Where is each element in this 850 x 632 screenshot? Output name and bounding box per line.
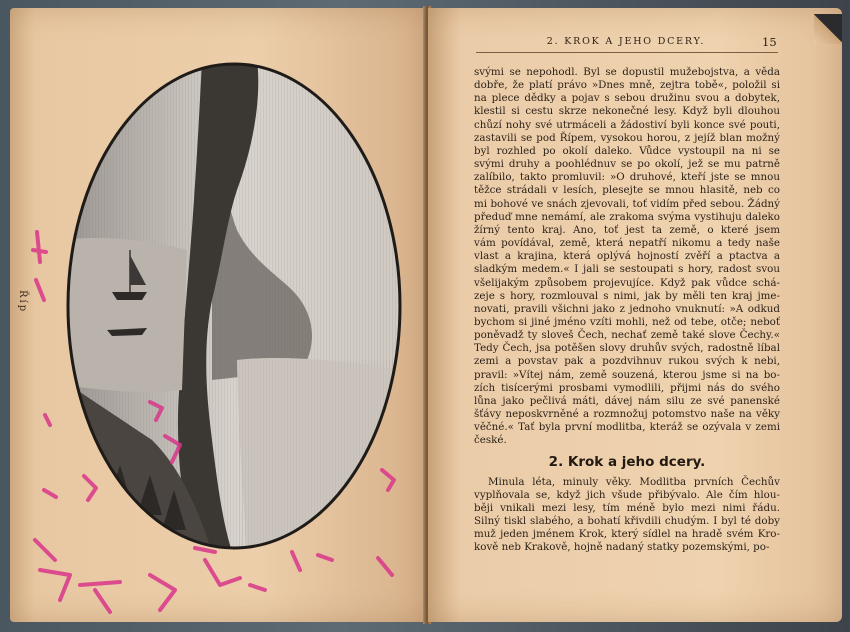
text-line: mi bohové ve snách zjevovali, toť vidím před sebou. Žádný xyxy=(474,197,780,210)
text-line: byl rozhled po okolí daleko. Vůdce vystoupil na ni se xyxy=(474,144,780,157)
running-head: 2. KROK A JEHO DCERY. xyxy=(546,36,706,47)
page-corner-fold xyxy=(814,14,842,44)
text-line: svými se nepohodl. Byl se dopustil mužebojstva, a věda xyxy=(474,66,780,78)
header-rule xyxy=(476,52,778,53)
text-line: běji vnikali mezi lesy, tím méně bylo mezi nimi řádu. xyxy=(474,502,780,514)
text-line: vlast a krajina, která oplývá hojností zvěří a ptactva a xyxy=(474,250,780,263)
text-line: dobře, že platí právo »Dnes mně, zejtra tobě«, položil si xyxy=(474,79,780,92)
section-title: 2. Krok a jeho dcery. xyxy=(548,453,706,470)
text-line: klestil si cestu skrze nekonečné lesy. Když byli dlouhou xyxy=(474,105,780,118)
page-number: 15 xyxy=(762,35,777,49)
text-line: zalíbilo, takto promluvil: »O druhové, kteří jste se mnou xyxy=(474,171,780,184)
text-line: sladkým medem.« I jali se sestoupati s hory, radost svou xyxy=(474,263,780,276)
text-line: poněvadž ty sloveš Čech, nechať země také slove Čechy.« xyxy=(474,329,780,342)
text-line: vám povídával, země, která nepatří nikomu a tedy naše xyxy=(474,237,780,250)
illustration-caption: Říp xyxy=(17,290,28,314)
text-line: těžce strádali v lesích, plesejte se mnou hlasitě, neb co xyxy=(474,184,780,197)
text-line: zastavili se pod Řípem, vysokou horou, z jejíž blan možný xyxy=(474,131,780,144)
text-line: lůna jako pečlivá máti, dávej nám silu ze své panenské xyxy=(474,394,780,407)
text-line: na plece dědky a pojav s sebou družinu svou a dobytek, xyxy=(474,92,780,105)
text-line: zeje s hory, rozmlouval s nimi, jak by měli ten kraj jme- xyxy=(474,289,780,302)
body-text xyxy=(474,66,780,555)
text-line: věčné.« Tať byla první modlitba, kteráž se ozývala v zemi xyxy=(474,421,780,434)
text-line: zemi a povstav pak a pozdvihnuv rukou svých k nebi, xyxy=(474,355,780,368)
text-line: všelijakým způsobem projevujíce. Když pak vůdce schá- xyxy=(474,276,780,289)
text-line: chůzí nohy své utrmáceli a žádostiví byli konce své pouti, xyxy=(474,118,780,131)
text-line: české. xyxy=(474,434,507,447)
text-line: předuď mne nemámí, ale zrakoma svýma vystihuju daleko xyxy=(474,210,780,223)
text-line: šťávy neposkvrněné a rozmnožuj potomstvo naše na věky xyxy=(474,408,780,421)
text-line: Minula léta, minuly věky. Modlitba prvních Čechův xyxy=(488,475,780,488)
text-line: svými druhy a poohlédnuv se po okolí, jež se mu patrně xyxy=(474,158,780,171)
text-line: bychom si jiné jméno vzíti mohli, než od tebe, otče; neboť xyxy=(474,315,780,328)
rip-mountain-illustration xyxy=(62,60,406,552)
text-line: vyplňovala se, když jich všude přibývalo. Ale čím hlou- xyxy=(474,488,780,501)
text-line: Silný tiskl slabého, a bohatí křivdili chudým. I byl té doby xyxy=(474,515,780,528)
text-line: kově neb Krakově, hojně nadaný statky pozemskými, po- xyxy=(474,541,770,554)
paragraph-2 xyxy=(474,476,780,555)
text-line: Tedy Čech, jsa potěšen slovy druhův svých, radostně líbal xyxy=(474,342,780,355)
paragraph-1 xyxy=(474,66,780,448)
text-line: muž jeden jménem Krok, který sídlel na hradě svém Kro- xyxy=(474,528,780,541)
text-line: zích tisícerými prosbami vymodlili, přijmi nás do svého xyxy=(474,381,780,394)
text-line: pravil: »Vítej nám, země souzená, kterou jsme si na bo- xyxy=(474,368,780,381)
text-line: novati, pravili všichni jako z jednoho vnuknutí: »A odkud xyxy=(474,302,780,315)
text-line: žírný tento kraj. Ano, toť jest ta země, o které jsem xyxy=(474,223,780,236)
